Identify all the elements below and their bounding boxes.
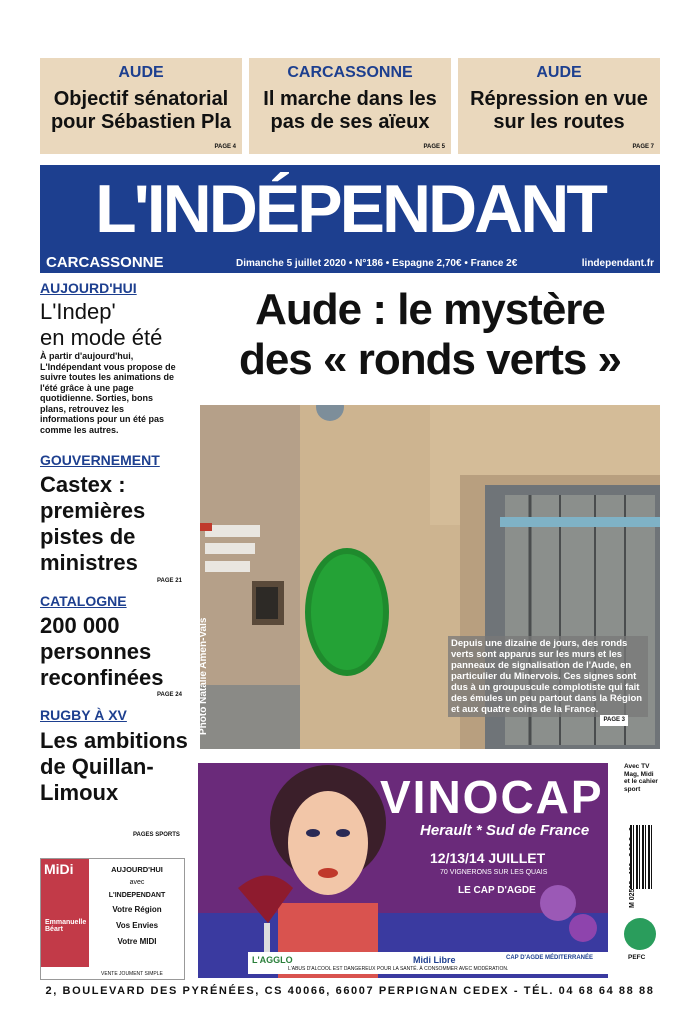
vinocap-subtitle: Herault * Sud de France (420, 822, 590, 839)
vinocap-vignerons: 70 VIGNERONS SUR LES QUAIS (440, 869, 548, 876)
supplement-note: Avec TV Mag, Midi et le cahier sport (624, 763, 658, 793)
vinocap-lieu: LE CAP D'AGDE (458, 885, 536, 896)
sidebar-title-rugby[interactable]: Les ambitions de Quillan-Limoux (40, 728, 188, 805)
photo-credit: Photo Natalie Amen-Vals (198, 617, 209, 735)
pefc-icon (624, 918, 656, 950)
promo-items (93, 863, 181, 950)
title-line: en mode été (40, 325, 163, 350)
sidebar-page: PAGE 24 (157, 692, 182, 698)
headline-line: Aude : le mystère (255, 285, 605, 334)
teaser-page: PAGE 4 (214, 144, 236, 150)
teaser-3[interactable] (458, 58, 660, 154)
issue-info: Dimanche 5 juillet 2020 • N°186 • Espagne 2,70€ • France 2€ (236, 258, 518, 269)
edition-city: CARCASSONNE (46, 254, 164, 271)
newspaper-logo: L'INDÉPENDANT (95, 171, 605, 247)
sidebar-title-indep (40, 299, 190, 351)
sidebar-kicker-catalogne: CATALOGNE (40, 593, 127, 609)
pefc-label: PEFC (628, 954, 646, 961)
teaser-title: Il marche dans les pas de ses aïeux (263, 88, 437, 133)
sidebar-text-indep: À partir d'aujourd'hui, L'Indépendant vous propose de suivre toutes les animations de l'été grâce à une page quotidienne. Sorties, bons plans, retrouvez les informations pour un été pas comme les autres. (40, 351, 176, 435)
sidebar-kicker-gouvernement: GOUVERNEMENT (40, 452, 160, 468)
sidebar-title-castex[interactable]: Castex : premières pistes de ministres (40, 472, 146, 575)
promo-item: L'INDEPENDANT (108, 892, 166, 899)
promo-item: Votre MIDI (117, 937, 157, 946)
sidebar-page: PAGES SPORTS (133, 832, 180, 838)
ad-partners (248, 952, 608, 974)
partner-midilibre: Midi Libre (413, 955, 456, 965)
promo-item: avec (129, 879, 145, 886)
promo-item: AUJOURD'HUI (111, 865, 163, 874)
website-url[interactable]: lindependant.fr (581, 258, 654, 269)
footer-address: 2, BOULEVARD DES PYRÉNÉES, CS 40066, 66007 PERPIGNAN CEDEX - TÉL. 04 68 64 88 88 (45, 985, 655, 997)
teaser-page: PAGE 5 (423, 144, 445, 150)
teaser-kicker: AUDE (536, 64, 582, 81)
teaser-2[interactable] (249, 58, 451, 154)
sidebar-title-catalogne[interactable]: 200 000 personnes reconfinées (40, 613, 164, 690)
partner-capdagde: CAP D'AGDE MÉDITERRANÉE (506, 955, 593, 961)
masthead (40, 165, 660, 273)
caption-text: Depuis une dizaine de jours, des ronds verts sont apparus sur les murs et les panneaux de signalisation de l'Aude, en particulier du Minervois. Ces signes sont dus à un groupuscule complotiste qui fait des émules un peu partout dans la Région et aux quatre coins de la France. (451, 638, 643, 715)
promo-item: Vos Envies (115, 921, 159, 930)
main-headline[interactable] (200, 285, 660, 385)
caption-page: PAGE 3 (600, 715, 628, 726)
vinocap-brand: VINOCAP (380, 771, 604, 823)
sidebar-kicker-aujourdhui: AUJOURD'HUI (40, 280, 137, 296)
teaser-title: Objectif sénatorial pour Sébastien Pla (50, 88, 232, 133)
photo-caption (448, 636, 648, 723)
teaser-kicker: AUDE (118, 64, 164, 81)
promo-item: Votre Région (112, 905, 162, 914)
sidebar-page: PAGE 21 (157, 578, 182, 584)
teaser-1[interactable] (40, 58, 242, 154)
teaser-page: PAGE 7 (632, 144, 654, 150)
midi-logo: MiDi (44, 861, 74, 877)
cover-name: Emmanuelle Béart (45, 919, 87, 933)
alcohol-legal: L'ABUS D'ALCOOL EST DANGEREUX POUR LA SANTÉ. À CONSOMMER AVEC MODÉRATION. (288, 966, 509, 972)
teaser-kicker: CARCASSONNE (287, 64, 413, 81)
teaser-title: Répression en vue sur les routes (470, 88, 648, 133)
partner-agglo: L'AGGLO (252, 955, 293, 965)
midi-promo-box[interactable] (40, 858, 185, 980)
promo-footnote: VENTE JOUMENT SIMPLE (101, 971, 163, 977)
sidebar-kicker-rugby: RUGBY À XV (40, 707, 127, 723)
title-line: L'Indep' (40, 299, 116, 324)
vinocap-date: 12/13/14 JUILLET (430, 850, 546, 866)
barcode (630, 825, 654, 889)
headline-line: des « ronds verts » (238, 335, 622, 384)
